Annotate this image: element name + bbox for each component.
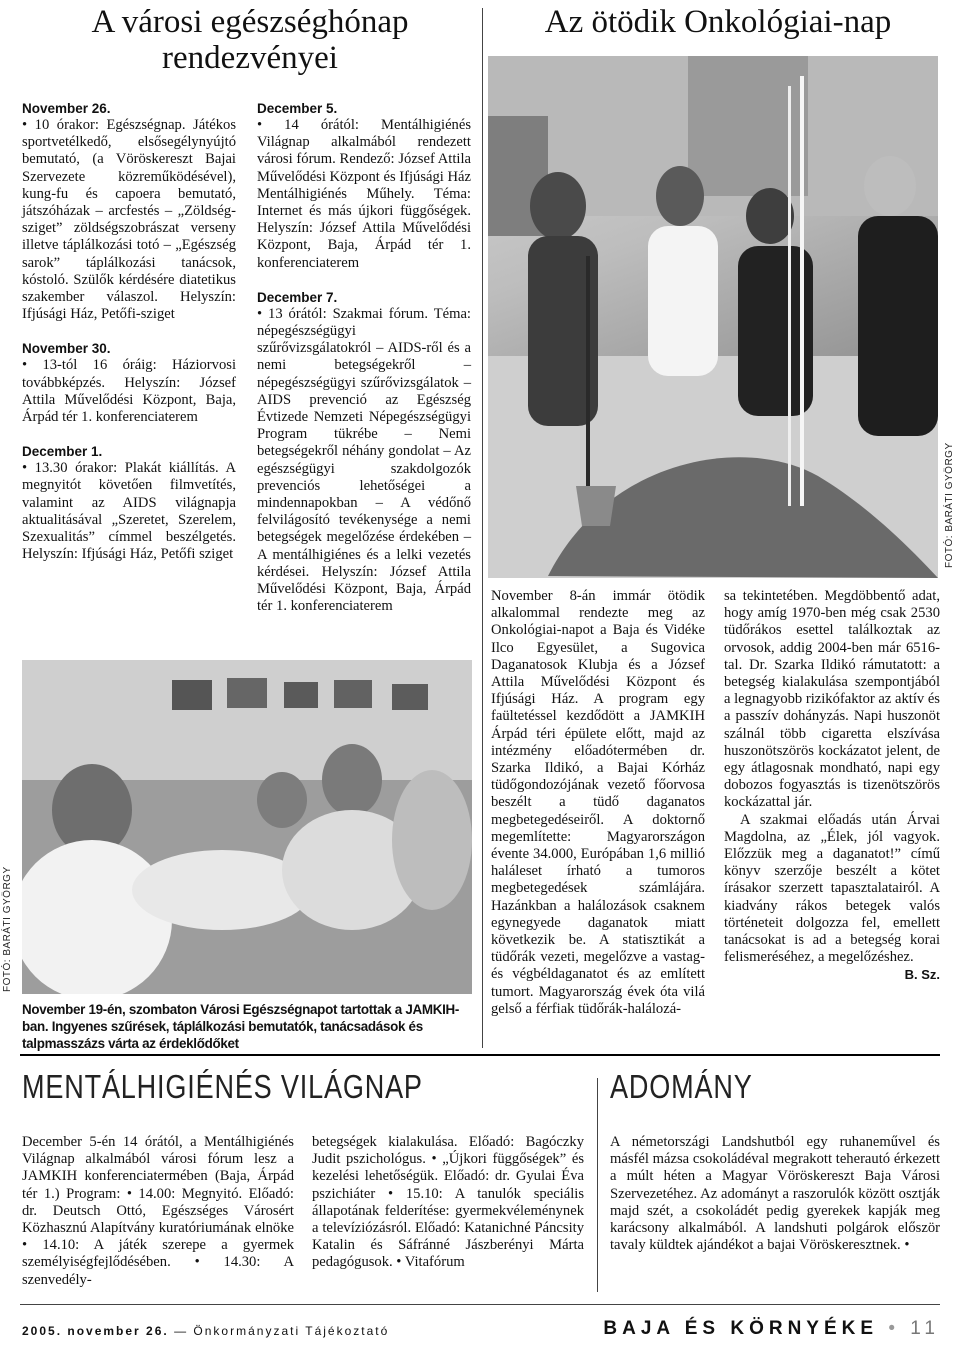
footer-publication: Önkormányzati Tájékoztató (193, 1324, 390, 1338)
oncology-column-1 (491, 588, 705, 1018)
donation-column (610, 1134, 940, 1254)
oncology-column-2 (724, 588, 940, 984)
author-signature: B. Sz. (904, 967, 940, 983)
mental-health-column-1 (22, 1134, 294, 1289)
events-column-2 (257, 100, 471, 615)
masthead-bullet: • (888, 1318, 900, 1339)
event-block (257, 100, 471, 272)
event-text: • 14 órától: Mentálhigiénés Világnap alkalmából rendezett városi fórum. Rendező: József Attila Művelődési Központ és Ifjúsági Ház Mentálhigiénés Műhely. Téma: Internet és más újkori függőségek. Helyszín: József Attila Művelődési Központ, Baja, Árpád tér 1. konferenciaterem (257, 117, 471, 271)
footer-date: 2005. november 26. (22, 1324, 169, 1338)
event-text: • 13.30 órakor: Plakát kiállítás. A megnyitót követően filmvetítés, valamint az AIDS világnapja aktualitásával „Szeretet, Szerelem, Szexualitás” címmel beszélgetés. Helyszín: Ifjúsági Ház, Petőfi sziget (22, 460, 236, 563)
oncology-text-3: A szakmai előadás után Árvai Magdolna, az „Élek, jól vagyok. Előzzük meg a daganatot!” című könyv szerzője beszélt a kötet írásakor szerzett tapasztalatairól. A kiadvány rákos betegek valós történeteit dolgozza fel, emellett tanácsokat is ad a betegség korai felismeréséhez, a megelőzéshez. (724, 811, 940, 966)
mental-health-column-2 (312, 1134, 584, 1272)
photo-illustration (488, 56, 938, 578)
donation-title: ADOMÁNY (610, 1068, 753, 1105)
donation-text: A németországi Landshutból egy ruhaneművel és másfél mázsa csokoládéval megrakott teherautó érkezett a múlt héten a Magyar Vöröskereszt Baja Városi Szervezetéhez. Az adományt a raszorulók között osztják majd szét, a csokoládét pedig gyerekek kapják meg karácsony alkalmából. A landshuti polgárok először tavaly küldtek ajándékot a bajai Vöröskeresztnek. • (610, 1134, 940, 1254)
left-title-line1: A városi egészséghónap (91, 4, 409, 40)
footer-issue (22, 1324, 389, 1338)
event-text: • 13 órától: Szakmai fórum. Téma: népegészségügyi szűrővizsgálatokról – AIDS-ről és a nemi betegségekről – népegészségügyi szűrővizsgálatok – AIDS prevenció az Egészség Évtizede Nemzeti Népegészségügyi Program tükrébe – Nemi betegségekről néhány gondolat – Az egészségügyi szakdolgozók prevenciós lehetőségei a mindennapokban – A védőnő felvilágosító tevékenysége a nemi betegségek megelőzése érdekében – A mentálhigiénes és a lelki vezetés kérdései. Helyszín: József Attila Művelődési Központ, Baja, Árpád tér 1. konferenciaterem (257, 305, 471, 615)
event-date: November 26. (22, 101, 111, 116)
tree-planting-photo (488, 56, 938, 578)
right-article-title: Az ötödik Onkológiai-nap (544, 4, 892, 40)
event-date: December 1. (22, 444, 103, 460)
oncology-text-2: sa tekintetében. Megdöbbentő adat, hogy amíg 1970-ben még csak 2530 tüdőrákos esettel találkoztak az orvosok, addig 2004-ben már 6516-tal. Dr. Szarka Ildikó rámutatott: a betegség kialakulása szempontjából a legnagyobb rizikófaktor az aktív és a passzív dohányzás. Napi huszonöt szálnál több cigaretta elszívása huszonötszörös kockázatot jelent, de egy átlagosnak mondható, napi egy dobozos fogyasztás is tizenötszörös kockázattal jár. (724, 588, 940, 811)
footer-divider (20, 1304, 940, 1305)
right-photo-credit: FOTÓ: BARÁTI GYÖRGY (944, 442, 955, 568)
masthead-name: BAJA ÉS KÖRNYÉKE (603, 1318, 879, 1339)
section-column-divider (597, 1078, 598, 1292)
health-day-photo (22, 660, 472, 994)
mental-health-text-1: December 5-én 14 órától, a Mentálhigiénés Világnap alkalmából városi fórum lesz a JAMKIH konferenciatermében (Baja, Árpád tér 1.) Program: • 14.00: Megnyitó. Előadó: dr. Deutsch Ottó, Egészséges Városért Közhasznú Alapítvány kuratóriumának elnöke • 14.10: A játék szerepe a gyermek személyiségfejlődésében. • 14.30: A szenvedély- (22, 1134, 294, 1288)
event-text: • 10 órakor: Egészségnap. Játékos sportvetélkedő, elsősegélynyújtó bemutató, (a Vöröskereszt Bajai Szervezete közreműködésével), kung-fu és capoera bemutató, játszóházak – arcfestés – „Zöldség-sziget” zöldségszobrászat verseny illetve táplálkozási totó – „Egészség sarok” táplálkozási tanácsok, kóstoló. Szülők kérdésére diatetikus szakember válaszol. Helyszín: Ifjúsági Ház, Petőfi-sziget (22, 117, 236, 323)
page-number: 11 (910, 1318, 940, 1339)
event-block (257, 289, 471, 616)
event-block (22, 443, 236, 563)
event-date: November 30. (22, 341, 111, 357)
event-block (22, 340, 236, 426)
photo-caption: November 19-én, szombaton Városi Egészségnapot tartottak a JAMKIH-ban. Ingyenes szűrések, táplálkozási bemutatók, tanácsadások és talpmasszázs várta az érdeklődőket (22, 1002, 460, 1051)
event-date: December 7. (257, 289, 338, 305)
mental-health-title: MENTÁLHIGIÉNÉS VILÁGNAP (22, 1068, 423, 1105)
column-divider (482, 8, 483, 1048)
left-photo-credit: FOTÓ: BARÁTI GYÖRGY (2, 866, 13, 992)
mental-health-text-2: betegségek kialakulása. Előadó: Bagóczky Judit pszichológus. • „Újkori függőségek” és kezelési lehetőségük. Előadó: dr. Gyulai Éva pszichiáter • 15.10: A tanulók speciális állapotának felderítése: gyermekvéleménynek a televíziózásról. Előadó: Katanichné Páncsity Katalin és Sáfránné Jászberényi Márta pedagógusok. • Vitafórum (312, 1134, 584, 1271)
events-column-1 (22, 100, 236, 563)
oncology-text-1: November 8-án immár ötödik alkalommal rendezte meg az Onkológiai-napot a Baja és Vidéke Ilco Egyesület, a Sugovica Daganatosok Klubja és a József Attila Művelődési Központ és Ifjúsági Ház. A program egy faültetéssel kezdődött a JAMKIH Árpád téri épülete előtt, majd az intézmény előadótermében dr. Szarka Ildikó, a Bajai Kórház tüdőgondozójának vezető főorvosa beszélt a tüdő daganatos megbetegedéseiről. A doktornő megemlítette: Magyarországon évente 34.000, Európában 1,6 millió haláleset írható a tumoros megbetegedések számlájára. Hazánkban a halálozások csaknem egynegyede daganatok miatt következik be. A statisztikát a tüdőrák vezeti, megelőzve a vastag- és végbéldaganatot és az említett tumort. Magyarország évek óta vilá gelső a férfiak tüdőrák-halálozá- (491, 588, 705, 1017)
section-divider (20, 1054, 940, 1056)
footer-dash: — (174, 1324, 189, 1338)
left-title-line2: rendezvényei (162, 40, 338, 76)
event-text: • 13-tól 16 óráig: Háziorvosi továbbképzés. Helyszín: József Attila Művelődési Központ, Baja, Árpád tér 1. konferenciaterem (22, 357, 236, 426)
event-block (22, 100, 236, 323)
event-date: December 5. (257, 101, 338, 116)
left-article-title (20, 4, 480, 76)
footer-masthead (603, 1318, 940, 1340)
photo-illustration (22, 660, 472, 994)
